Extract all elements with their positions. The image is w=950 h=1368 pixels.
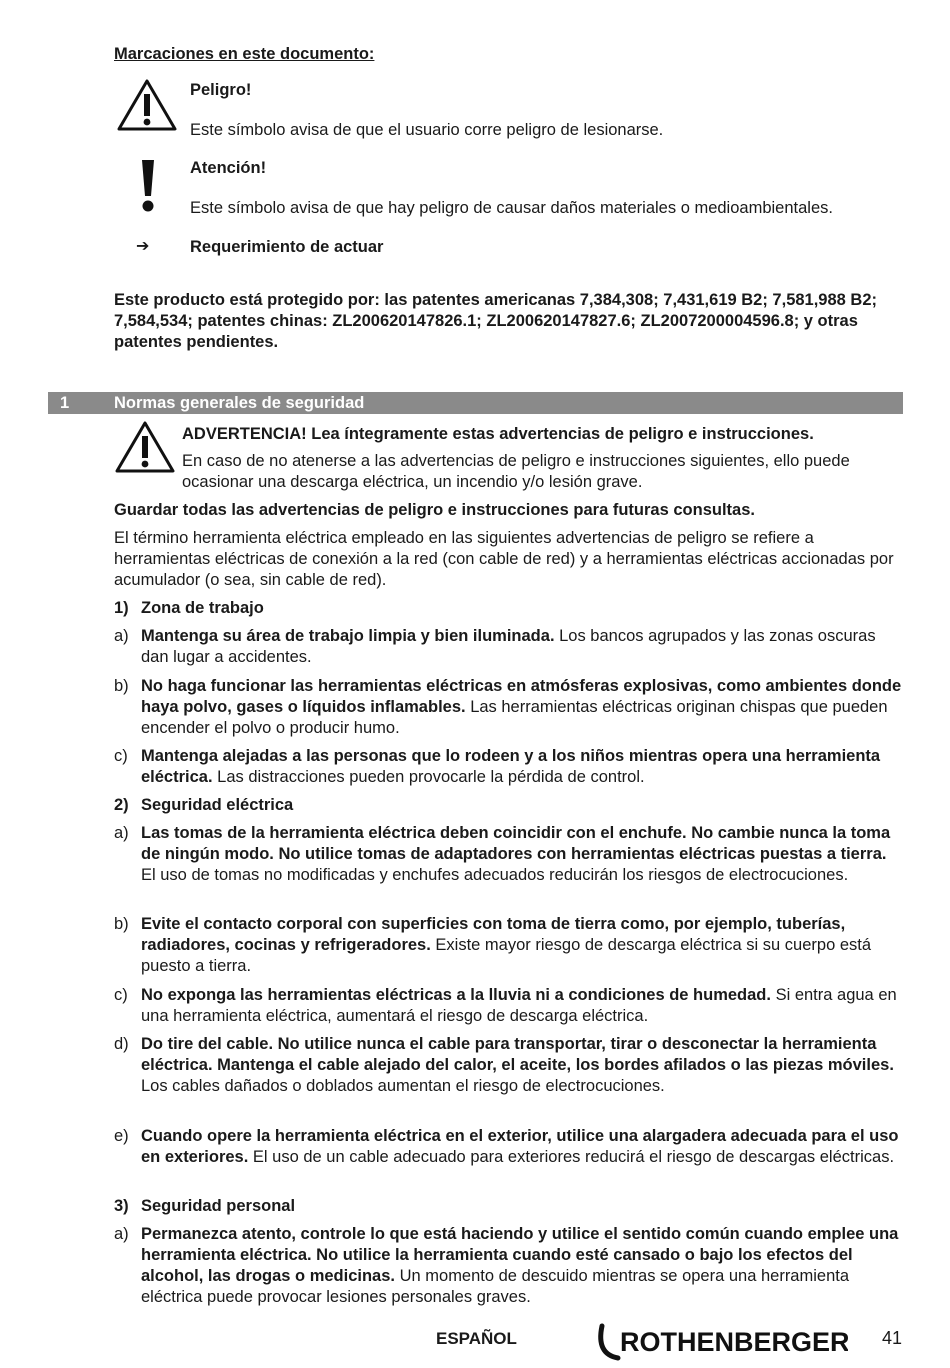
list-item: a) Las tomas de la herramienta eléctrica deben coincidir con el enchufe. No cambie nunca la toma de ningún modo. No utilice tomas de adaptadores con herramientas eléctricas puestas a tierra. El uso de tomas no modificadas y enchufes adecuados reducirán los riesgos de electrocuciones.: [114, 824, 891, 884]
page-number: 41: [882, 1328, 903, 1348]
markings-title: Marcaciones en este documento:: [114, 45, 375, 63]
danger-text: Este símbolo avisa de que el usuario corre peligro de lesionarse.: [190, 121, 664, 139]
list-item: c) Mantenga alejadas a las personas que lo rodeen y a los niños mientras opera una herramienta eléctrica. Las distracciones pueden provocarle la pérdida de control.: [114, 747, 881, 786]
list-item: b) Evite el contacto corporal con superficies con toma de tierra como, por ejemplo, tuberías, radiadores, cocinas y refrigeradores. Existe mayor riesgo de descarga eléctrica si su cuerpo está puesto a tierra.: [114, 915, 872, 975]
arrow-right-icon: ➔: [136, 238, 150, 255]
list-item: a) Mantenga su área de trabajo limpia y bien iluminada. Los bancos agrupados y las zonas oscuras dan lugar a accidentes.: [114, 627, 876, 666]
danger-title: Peligro!: [190, 81, 252, 99]
group-heading: 3) Seguridad personal: [114, 1197, 296, 1215]
intro-paragraph: El término herramienta eléctrica empleado en las siguientes advertencias de peligro se refiere a herramientas eléctricas de conexión a la red (con cable de red) y a herramientas eléctricas accionadas por acumulador (o sea, sin cable de red).: [114, 529, 894, 589]
section-title: Normas generales de seguridad: [114, 394, 365, 412]
section-header: [48, 392, 903, 414]
brand-logo: [596, 1322, 848, 1368]
patent-notice: Este producto está protegido por: las patentes americanas 7,384,308; 7,431,619 B2; 7,581,988 B2; 7,584,534; patentes chinas: ZL200620147826.1; ZL200620147827.6; ZL2007200004596.8; y otras patentes pendientes.: [114, 291, 878, 351]
section-number: 1: [60, 394, 70, 412]
exclamation-icon: [138, 158, 158, 220]
action-title: Requerimiento de actuar: [190, 238, 384, 256]
list-item: a) Permanezca atento, controle lo que está haciendo y utilice el sentido común cuando emplee una herramienta eléctrica. No utilice la herramienta cuando esté cansado o bajo los efectos del alcohol, las drogas o medicinas. Un momento de descuido mientras se opera una herramienta eléctrica puede provocar lesiones personales graves.: [114, 1225, 899, 1306]
list-item: e) Cuando opere la herramienta eléctrica en el exterior, utilice una alargadera adecuada para el uso en exteriores. El uso de un cable adecuado para exteriores reducirá el riesgo de descargas eléctricas.: [114, 1127, 899, 1166]
group-heading: 1) Zona de trabajo: [114, 599, 264, 617]
warning-triangle-icon: [114, 420, 176, 480]
warning-triangle-icon: [116, 78, 178, 138]
svg-text:ROTHENBERGER: ROTHENBERGER: [620, 1327, 848, 1357]
attention-title: Atención!: [190, 159, 267, 177]
footer-language: ESPAÑOL: [436, 1329, 517, 1348]
keep-instructions-note: Guardar todas las advertencias de peligro e instrucciones para futuras consultas.: [114, 501, 755, 519]
attention-text: Este símbolo avisa de que hay peligro de causar daños materiales o medioambientales.: [190, 199, 833, 217]
list-item: b) No haga funcionar las herramientas eléctricas en atmósferas explosivas, como ambientes donde haya polvo, gases o líquidos inflamables. Las herramientas eléctricas originan chispas que pueden encender el polvo o producir humo.: [114, 677, 902, 737]
warning-text: En caso de no atenerse a las advertencias de peligro e instrucciones siguientes, ello puede ocasionar una descarga eléctrica, un incendio y/o lesión grave.: [182, 452, 850, 491]
group-heading: 2) Seguridad eléctrica: [114, 796, 294, 814]
warning-title: ADVERTENCIA! Lea íntegramente estas advertencias de peligro e instrucciones.: [182, 425, 814, 443]
list-item: c) No exponga las herramientas eléctricas a la lluvia ni a condiciones de humedad. Si entra agua en una herramienta eléctrica, aumentará el riesgo de descarga eléctrica.: [114, 986, 897, 1025]
list-item: d) Do tire del cable. No utilice nunca el cable para transportar, tirar o desconectar la herramienta eléctrica. Mantenga el cable alejado del calor, el aceite, los bordes afilados o las piezas móviles. Los cables dañados o doblados aumentan el riesgo de electrocuciones.: [114, 1035, 894, 1095]
